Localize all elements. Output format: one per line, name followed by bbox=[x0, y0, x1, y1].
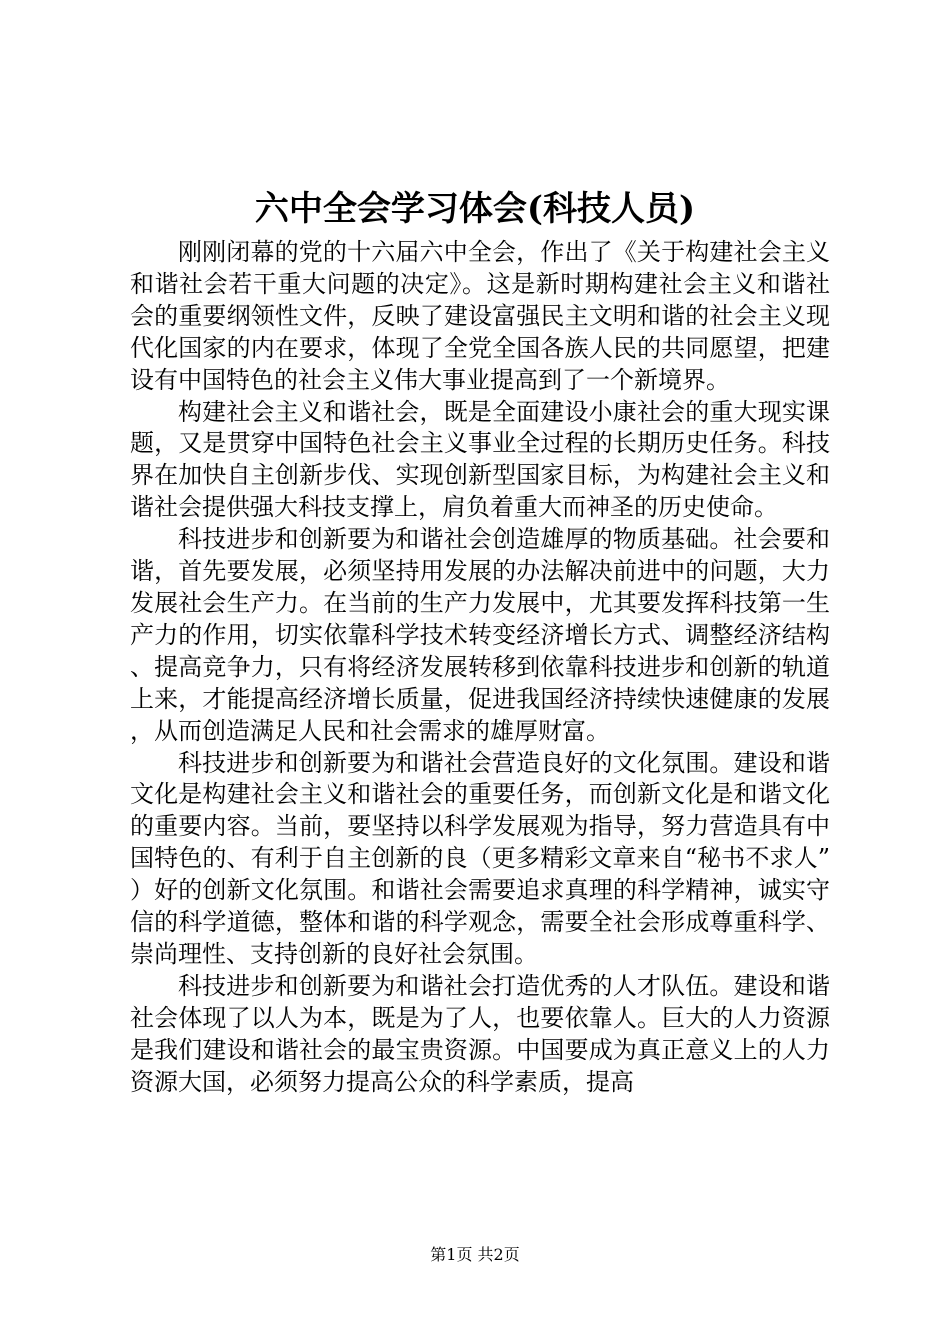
paragraph: 刚刚闭幕的党的十六届六中全会，作出了《关于构建社会主义和谐社会若干重大问题的决定》。这是新时期构建社会主义和谐社会的重要纲领性文件，反映了建设富强民主文明和谐的社会主义现代化国家的内在要求，体现了全党全国各族人民的共同愿望，把建设有中国特色的社会主义伟大事业提高到了一个新境界。 bbox=[130, 238, 830, 394]
paragraph: 构建社会主义和谐社会，既是全面建设小康社会的重大现实课题，又是贯穿中国特色社会主义事业全过程的长期历史任务。科技界在加快自主创新步伐、实现创新型国家目标，为构建社会主义和谐社会提供强大科技支撑上，肩负着重大而神圣的历史使命。 bbox=[130, 397, 830, 522]
paragraph: 科技进步和创新要为和谐社会创造雄厚的物质基础。社会要和谐，首先要发展，必须坚持用发展的办法解决前进中的问题，大力发展社会生产力。在当前的生产力发展中，尤其要发挥科技第一生产力的作用，切实依靠科学技术转变经济增长方式、调整经济结构、提高竞争力，只有将经济发展转移到依靠科技进步和创新的轨道上来，才能提高经济增长质量，促进我国经济持续快速健康的发展，从而创造满足人民和社会需求的雄厚财富。 bbox=[130, 525, 830, 745]
document-title: 六中全会学习体会(科技人员) bbox=[254, 189, 696, 229]
page-footer: 第1页 共2页 bbox=[430, 1245, 520, 1264]
document-body bbox=[130, 237, 830, 1098]
paragraph: 科技进步和创新要为和谐社会营造良好的文化氛围。建设和谐文化是构建社会主义和谐社会的重要任务，而创新文化是和谐文化的重要内容。当前，要坚持以科学发展观为指导，努力营造具有中国特色的、有利于自主创新的良（更多精彩文章来自“秘书不求人”）好的创新文化氛围。和谐社会需要追求真理的科学精神，诚实守信的科学道德，整体和谐的科学观念，需要全社会形成尊重科学、崇尚理性、支持创新的良好社会氛围。 bbox=[130, 748, 830, 968]
paragraph: 科技进步和创新要为和谐社会打造优秀的人才队伍。建设和谐社会体现了以人为本，既是为了人，也要依靠人。巨大的人力资源是我们建设和谐社会的最宝贵资源。中国要成为真正意义上的人力资源大国，必须努力提高公众的科学素质，提高 bbox=[130, 971, 830, 1096]
